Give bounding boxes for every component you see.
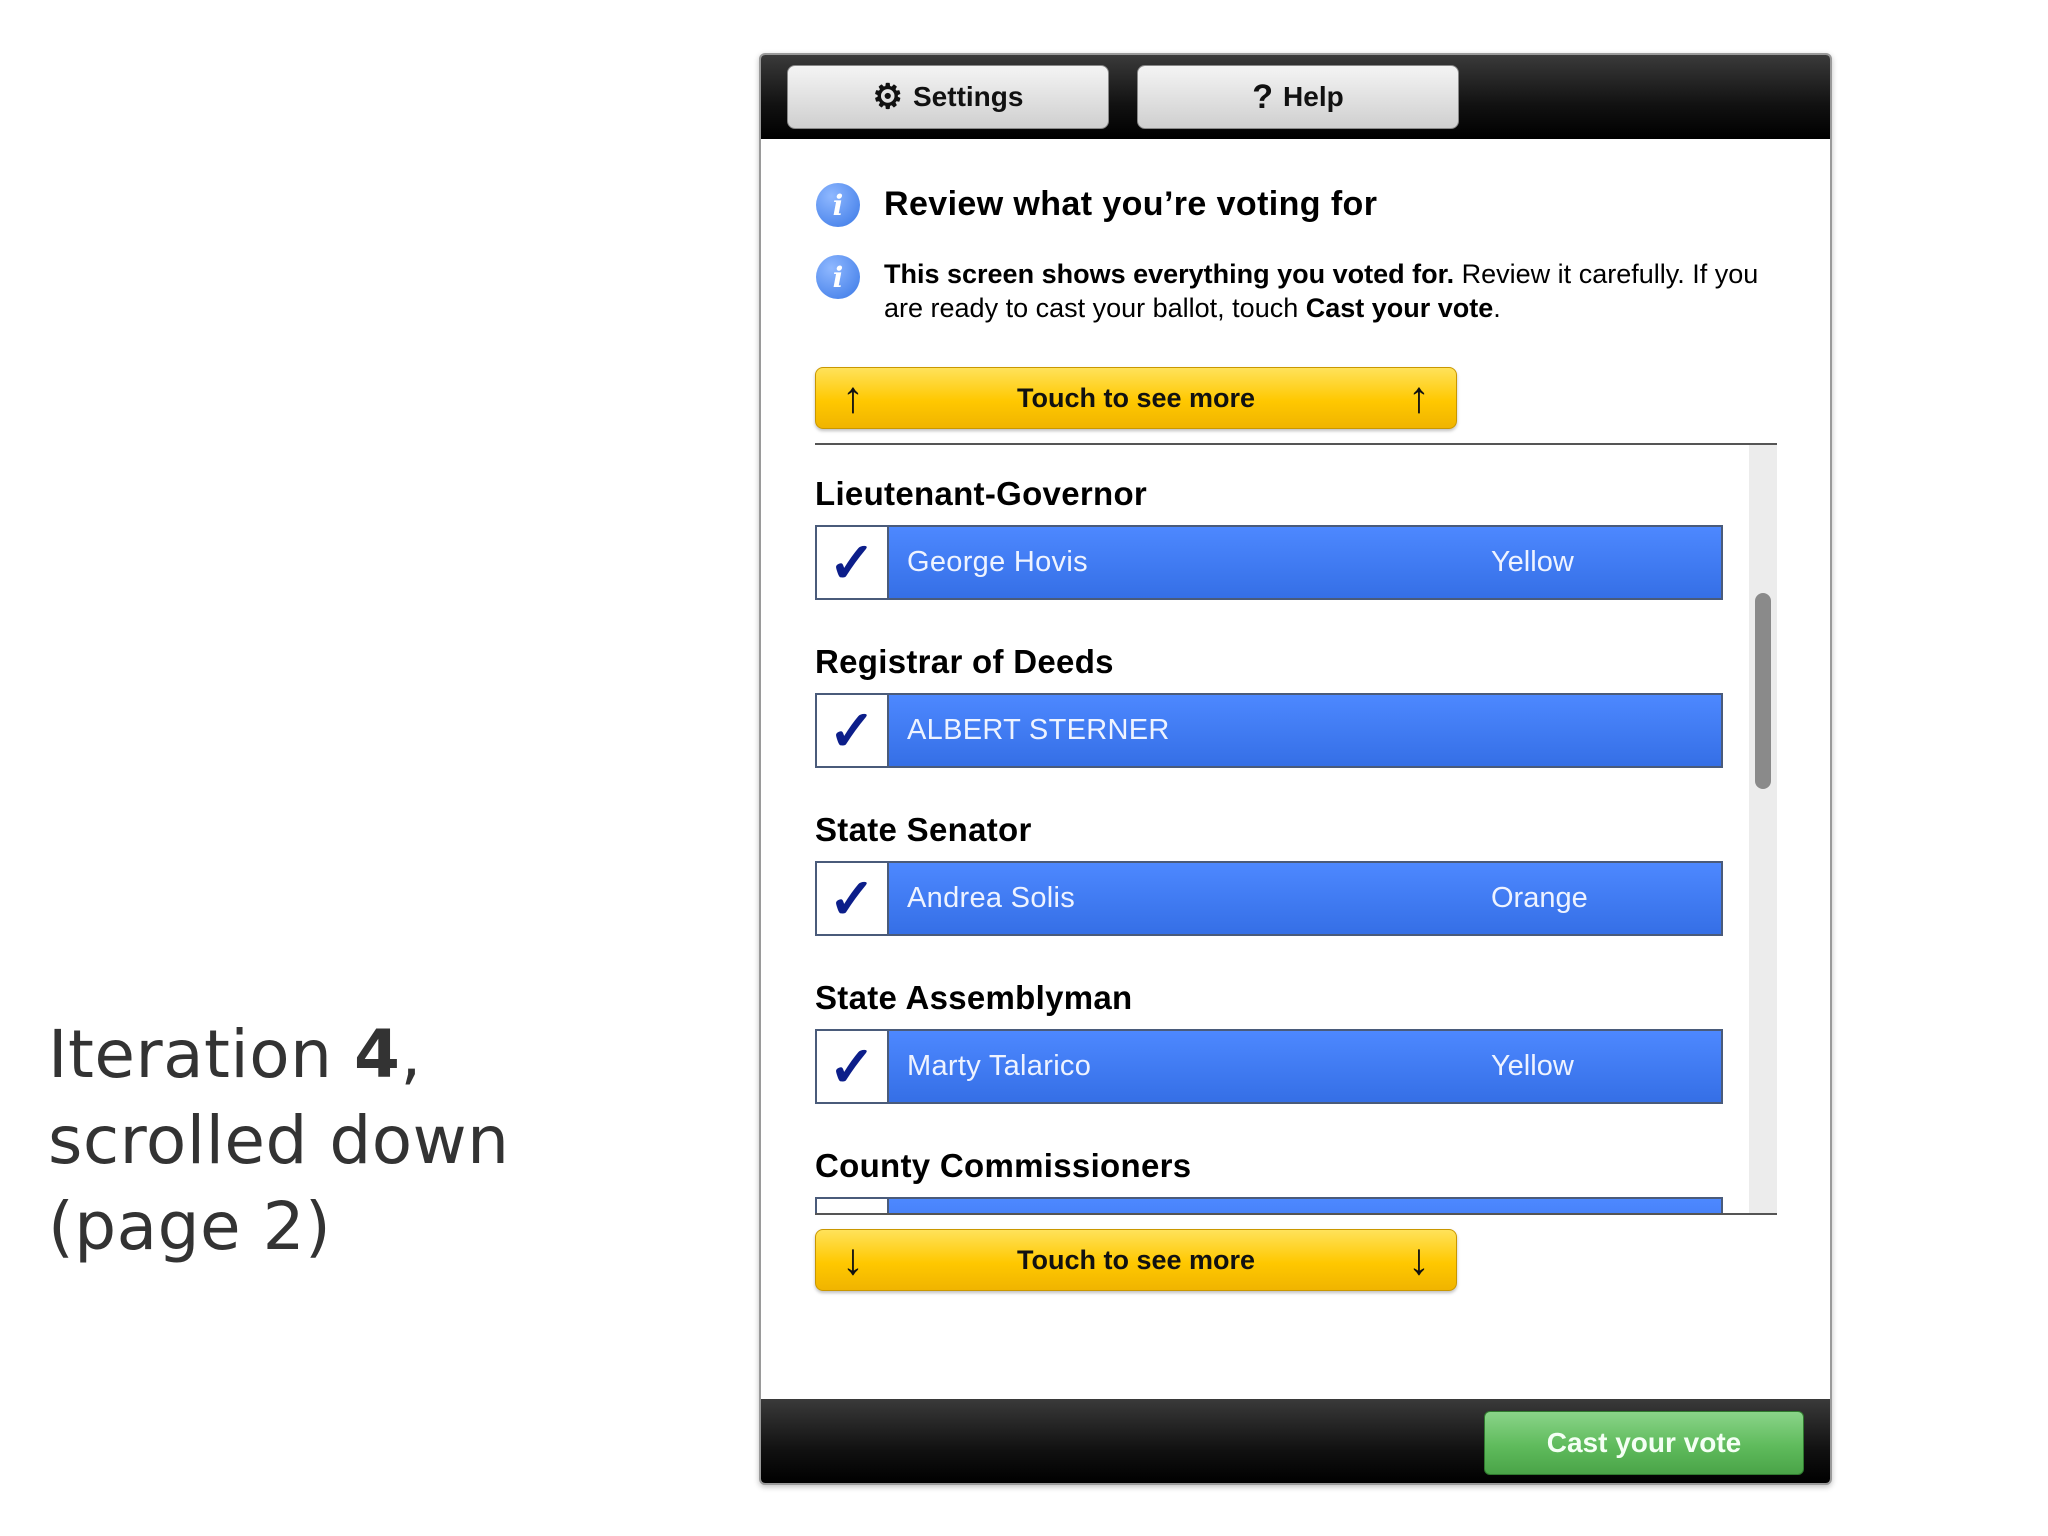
selected-choice[interactable] — [815, 861, 1723, 936]
scrollbar-track[interactable] — [1749, 445, 1777, 1213]
contest-title: State Senator — [815, 811, 1032, 848]
contest-item — [815, 811, 1723, 936]
checkmark-icon: ✓ — [817, 527, 889, 598]
contest-title: State Assemblyman — [815, 979, 1133, 1016]
voting-device-screen — [759, 53, 1832, 1485]
contest-item — [815, 475, 1723, 600]
info-icon: i — [816, 255, 860, 299]
arrow-up-icon: ↑ — [842, 373, 864, 422]
candidate-party: Orange — [1491, 863, 1721, 934]
caption-iteration-number: 4 — [353, 1016, 401, 1093]
instructions-text — [884, 257, 1784, 325]
settings-label: Settings — [913, 81, 1024, 112]
candidate-name: Andrea Solis — [889, 863, 1491, 934]
info-icon: i — [816, 183, 860, 227]
contest-item — [815, 1147, 1723, 1215]
checkmark-icon: ✓ — [817, 1031, 889, 1102]
candidate-name: Marty Talarico — [889, 1031, 1491, 1102]
slide-caption — [48, 1012, 668, 1270]
arrow-down-icon: ↓ — [1407, 1235, 1430, 1284]
candidate-name — [889, 1199, 1491, 1215]
checkmark-icon: ✓ — [817, 695, 889, 766]
contest-item — [815, 643, 1723, 768]
selected-choice[interactable] — [815, 1029, 1723, 1104]
scrollbar-thumb[interactable] — [1755, 593, 1771, 789]
cast-vote-button[interactable] — [1484, 1411, 1804, 1475]
candidate-party: Yellow — [1491, 527, 1721, 598]
instructions-row — [816, 255, 1784, 325]
instructions-cast-ref: Cast your vote — [1305, 293, 1494, 323]
help-button[interactable] — [1137, 65, 1459, 129]
caption-line-1 — [48, 1012, 668, 1098]
candidate-party: Yellow — [1491, 1031, 1721, 1102]
settings-button[interactable] — [787, 65, 1109, 129]
checkmark-icon — [817, 1199, 889, 1215]
selected-choice[interactable] — [815, 693, 1723, 768]
scroll-up-button[interactable] — [815, 367, 1457, 429]
instructions-bold: This screen shows everything you voted for. — [884, 259, 1455, 289]
candidate-name: ALBERT STERNER — [889, 695, 1491, 766]
page-title: Review what you’re voting for — [884, 185, 1378, 223]
instructions-body: Review it carefully. If you are ready to cast your ballot, touch — [884, 259, 1759, 323]
bottom-toolbar — [761, 1399, 1830, 1483]
caption-comma: , — [400, 1016, 422, 1093]
contest-title: Registrar of Deeds — [815, 643, 1114, 680]
question-icon: ? — [1252, 78, 1274, 116]
checkmark-icon: ✓ — [817, 863, 889, 934]
cast-vote-label: Cast your vote — [1546, 1427, 1742, 1458]
gear-icon: ⚙ — [872, 78, 903, 116]
scroll-down-button[interactable] — [815, 1229, 1457, 1291]
help-label: Help — [1283, 81, 1344, 112]
caption-line-2: scrolled down — [48, 1102, 510, 1179]
ballot-review-list[interactable] — [815, 443, 1777, 1215]
caption-line-3: (page 2) — [48, 1188, 332, 1265]
contest-title: Lieutenant-Governor — [815, 475, 1148, 512]
contest-title: County Commissioners — [815, 1147, 1192, 1184]
candidate-party — [1491, 1199, 1721, 1215]
top-toolbar — [761, 55, 1830, 139]
scroll-down-label: Touch to see more — [1016, 1244, 1256, 1275]
review-heading-row — [816, 183, 1377, 227]
selected-choice-partial[interactable] — [815, 1197, 1723, 1215]
candidate-party — [1491, 695, 1721, 766]
arrow-up-icon: ↑ — [1407, 373, 1430, 422]
contest-item — [815, 979, 1723, 1104]
arrow-down-icon: ↓ — [842, 1235, 864, 1284]
scroll-up-label: Touch to see more — [1016, 382, 1256, 413]
instructions-end: . — [1493, 293, 1501, 323]
candidate-name: George Hovis — [889, 527, 1491, 598]
selected-choice[interactable] — [815, 525, 1723, 600]
caption-prefix: Iteration — [48, 1016, 354, 1093]
